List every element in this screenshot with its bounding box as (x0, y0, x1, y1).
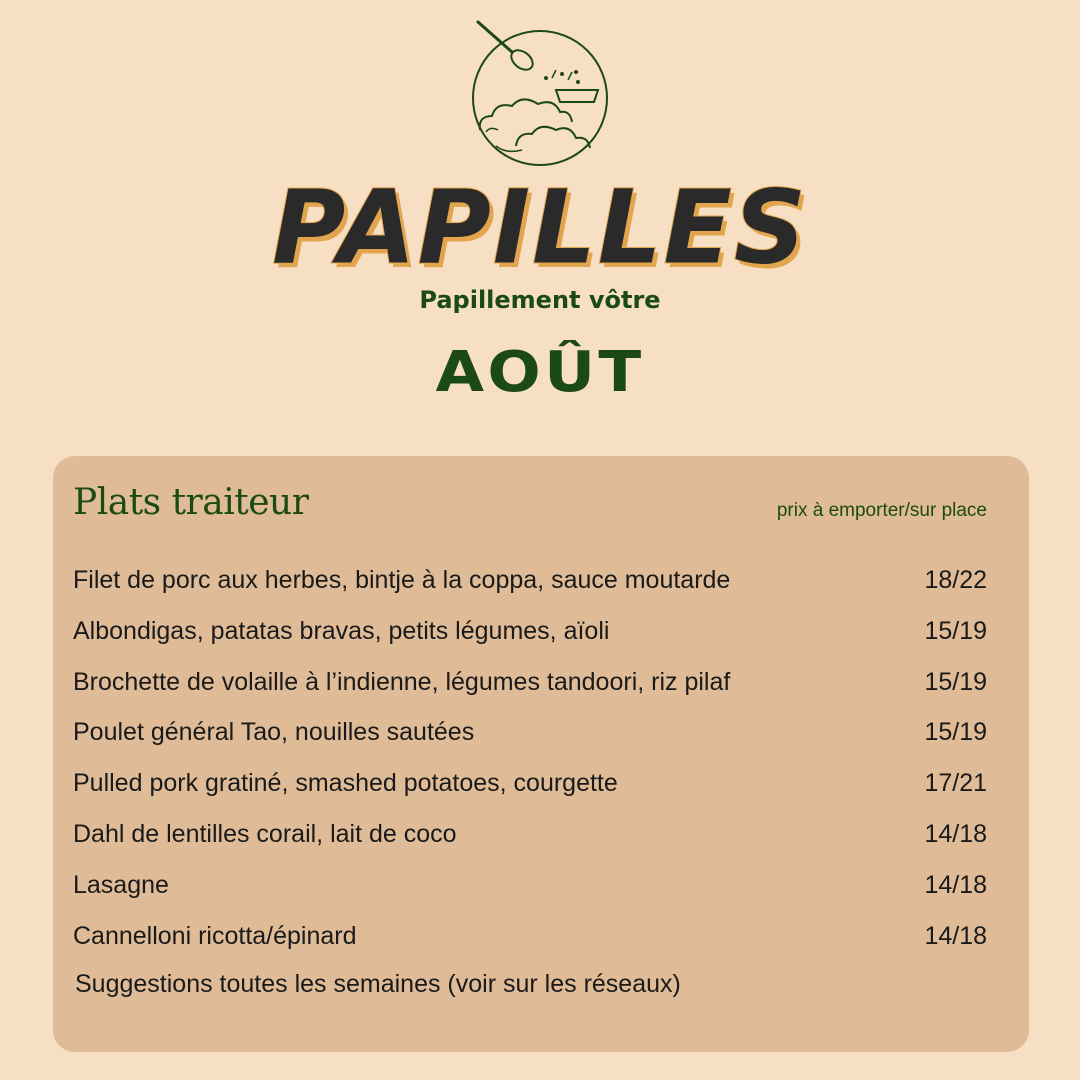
menu-item (73, 922, 987, 956)
menu-item-price: 15/19 (924, 617, 987, 645)
menu-item-name: Pulled pork gratiné, smashed potatoes, courgette (73, 769, 618, 797)
menu-item (73, 718, 987, 752)
section-title: Plats traiteur (73, 482, 309, 523)
menu-item-name: Albondigas, patatas bravas, petits légumes, aïoli (73, 617, 610, 645)
menu-item-name: Brochette de volaille à l’indienne, légumes tandoori, riz pilaf (73, 668, 731, 696)
brand-name: PAPILLES (272, 167, 808, 288)
price-note: prix à emporter/sur place (776, 500, 987, 521)
menu-item (73, 617, 987, 651)
menu-item-price: 14/18 (924, 922, 987, 950)
month-title: AOÛT (435, 340, 645, 405)
menu-item-price: 14/18 (924, 871, 987, 899)
menu-item (73, 566, 987, 600)
menu-item-name: Dahl de lentilles corail, lait de coco (73, 820, 457, 848)
menu-item (73, 769, 987, 803)
menu-item-name: Poulet général Tao, nouilles sautées (73, 718, 475, 746)
menu-card (53, 456, 1029, 1052)
menu-item (73, 871, 987, 905)
menu-item-name: Cannelloni ricotta/épinard (73, 922, 357, 950)
brand-tagline: Papillement vôtre (419, 286, 661, 314)
menu-item-price: 14/18 (924, 820, 987, 848)
menu-item-name: Filet de porc aux herbes, bintje à la coppa, sauce moutarde (73, 566, 731, 594)
bowl-spoon-logo-icon (466, 18, 614, 168)
menu-item-price: 15/19 (924, 668, 987, 696)
menu-item-price: 15/19 (924, 718, 987, 746)
menu-item-price: 17/21 (924, 769, 987, 797)
menu-item-price: 18/22 (924, 566, 987, 594)
menu-item-name: Lasagne (73, 871, 169, 899)
menu-item (73, 668, 987, 702)
weekly-suggestions-note: Suggestions toutes les semaines (voir sur les réseaux) (75, 970, 681, 998)
menu-item (73, 820, 987, 854)
